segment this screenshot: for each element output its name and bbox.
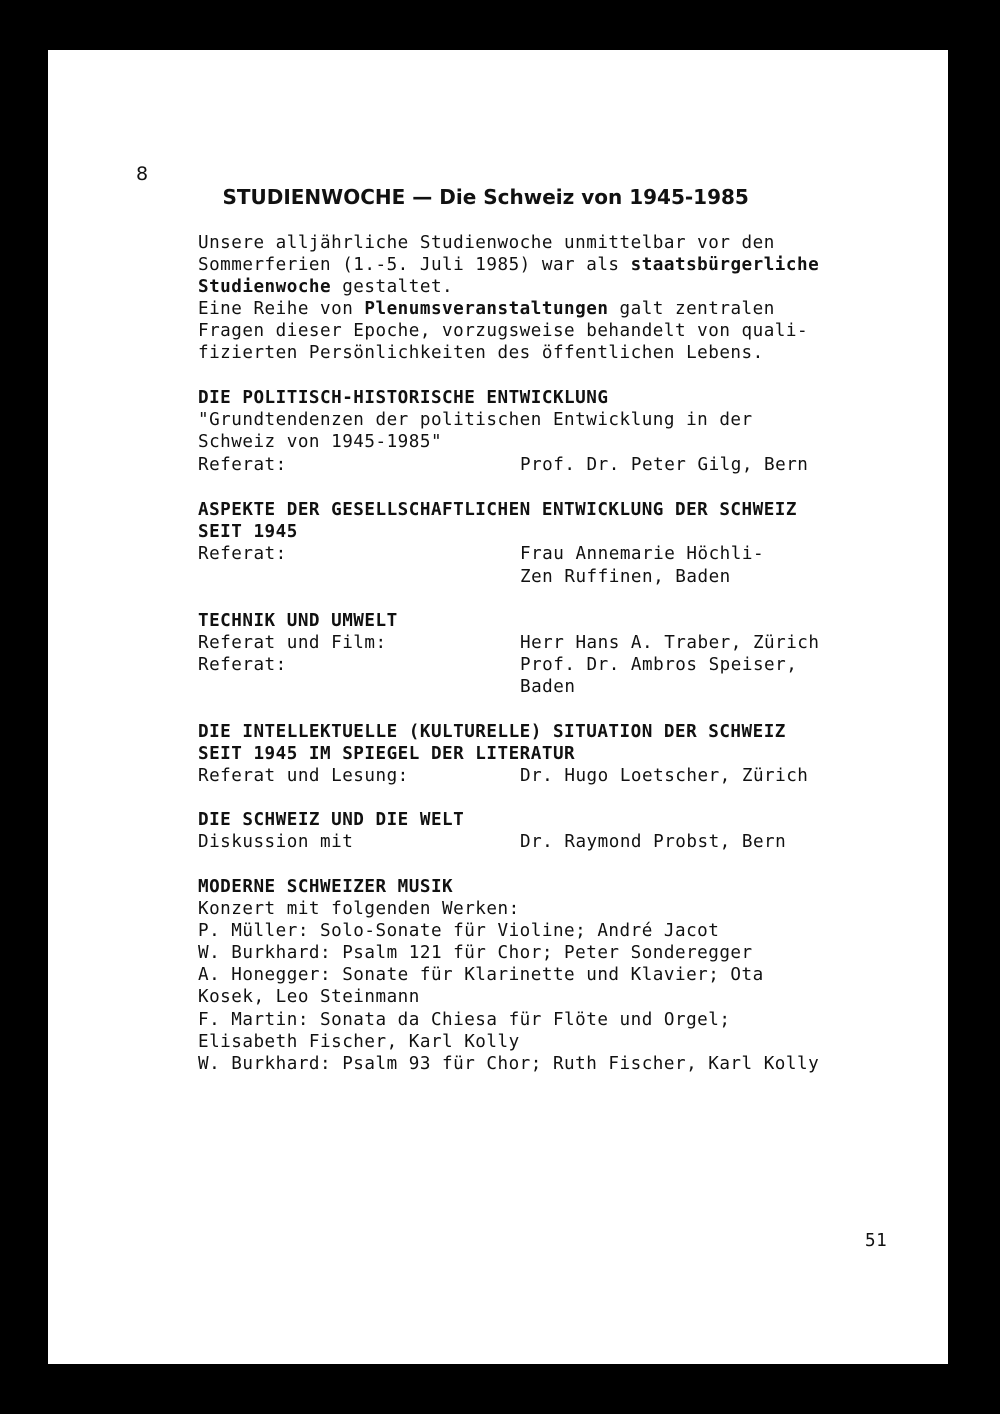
page-heading: [197, 161, 749, 233]
section-technik-speaker-2b: Baden: [520, 677, 576, 697]
intro-line-1: Unsere alljährliche Studienwoche unmittelbar vor den: [198, 233, 775, 253]
section-technik-speaker-1: Herr Hans A. Traber, Zürich: [520, 633, 820, 653]
section-musik-line-2: P. Müller: Solo-Sonate für Violine; André Jacot: [198, 921, 720, 941]
section-politisch-line-1: "Grundtendenzen der politischen Entwicklung in der: [198, 410, 753, 430]
section-gesellschaft-heading-2: SEIT 1945: [198, 522, 298, 542]
section-kultur-label: Referat und Lesung:: [198, 766, 409, 786]
section-technik-heading: TECHNIK UND UMWELT: [198, 611, 398, 631]
intro-line-2: Sommerferien (1.-5. Juli 1985) war als staatsbürgerliche: [198, 255, 820, 275]
section-kultur-heading-2: SEIT 1945 IM SPIEGEL DER LITERATUR: [198, 744, 576, 764]
heading-sub: — Die Schweiz von 1945-1985: [405, 185, 749, 209]
section-musik-line-3: W. Burkhard: Psalm 121 für Chor; Peter Sonderegger: [198, 943, 753, 963]
section-musik-line-5: Kosek, Leo Steinmann: [198, 987, 420, 1007]
page-number: 51: [865, 1231, 888, 1251]
section-gesellschaft-speaker-2: Zen Ruffinen, Baden: [520, 567, 731, 587]
intro-line-5: Fragen dieser Epoche, vorzugsweise behandelt von quali-: [198, 321, 809, 341]
section-technik-speaker-2: Prof. Dr. Ambros Speiser,: [520, 655, 798, 675]
section-gesellschaft-label: Referat:: [198, 544, 287, 564]
section-musik-line-7: Elisabeth Fischer, Karl Kolly: [198, 1032, 520, 1052]
section-musik-line-4: A. Honegger: Sonate für Klarinette und Klavier; Ota: [198, 965, 764, 985]
section-welt-heading: DIE SCHWEIZ UND DIE WELT: [198, 810, 465, 830]
intro-line-3: Studienwoche gestaltet.: [198, 277, 454, 297]
section-gesellschaft-speaker-1: Frau Annemarie Höchli-: [520, 544, 765, 564]
section-politisch-label: Referat:: [198, 455, 287, 475]
section-politisch-heading: DIE POLITISCH-HISTORISCHE ENTWICKLUNG: [198, 388, 609, 408]
section-welt-label: Diskussion mit: [198, 832, 354, 852]
intro-line-4: Eine Reihe von Plenumsveranstaltungen galt zentralen: [198, 299, 775, 319]
section-gesellschaft-heading-1: ASPEKTE DER GESELLSCHAFTLICHEN ENTWICKLUNG DER SCHWEIZ: [198, 500, 797, 520]
section-politisch-speaker: Prof. Dr. Peter Gilg, Bern: [520, 455, 809, 475]
section-number: 8: [136, 163, 149, 185]
section-musik-line-6: F. Martin: Sonata da Chiesa für Flöte und Orgel;: [198, 1010, 731, 1030]
heading-bold: STUDIENWOCHE: [222, 185, 406, 209]
section-kultur-heading-1: DIE INTELLEKTUELLE (KULTURELLE) SITUATION DER SCHWEIZ: [198, 722, 786, 742]
section-musik-heading: MODERNE SCHWEIZER MUSIK: [198, 877, 454, 897]
section-welt-speaker: Dr. Raymond Probst, Bern: [520, 832, 787, 852]
section-technik-label-1: Referat und Film:: [198, 633, 387, 653]
document-page: [48, 50, 948, 1364]
section-politisch-line-2: Schweiz von 1945-1985": [198, 432, 443, 452]
section-technik-label-2: Referat:: [198, 655, 287, 675]
section-musik-line-1: Konzert mit folgenden Werken:: [198, 899, 520, 919]
section-musik-line-8: W. Burkhard: Psalm 93 für Chor; Ruth Fischer, Karl Kolly: [198, 1054, 820, 1074]
intro-line-6: fizierten Persönlichkeiten des öffentlichen Lebens.: [198, 343, 764, 363]
section-kultur-speaker: Dr. Hugo Loetscher, Zürich: [520, 766, 809, 786]
